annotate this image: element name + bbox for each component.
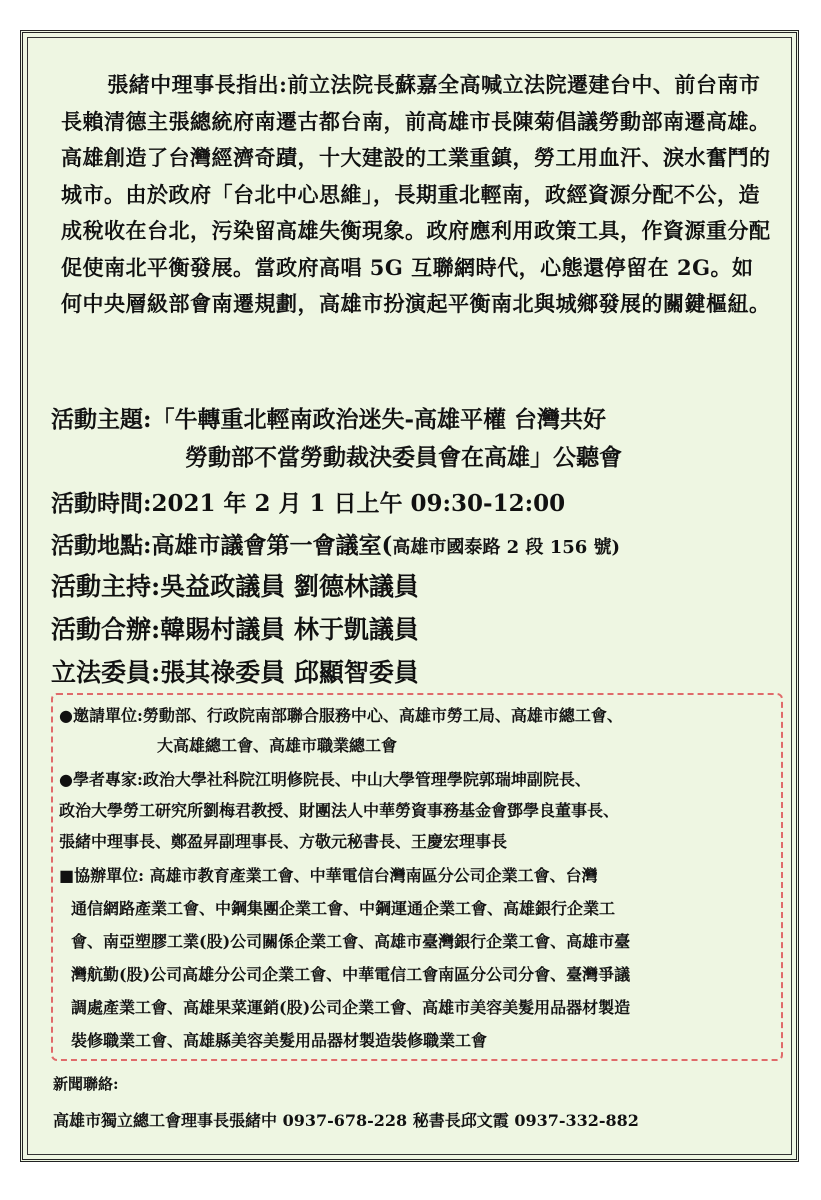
event-theme-line2: 勞動部不當勞動裁決委員會在高雄」公聽會 <box>185 444 622 471</box>
event-legislators: 立法委員:張其祿委員 邱顯智委員 <box>51 658 419 687</box>
details-box <box>51 693 783 1061</box>
co-organizers-line2: 通信網路產業工會、中鋼集團企業工會、中鋼運通企業工會、高雄銀行企業工 <box>71 899 616 918</box>
co-organizers-line4: 灣航勤(股)公司高雄分公司企業工會、中華電信工會南區分公司分會、臺灣爭議 <box>71 965 631 984</box>
event-place <box>51 527 620 560</box>
event-co-host: 活動合辦:韓賜村議員 林于凱議員 <box>51 615 419 644</box>
co-organizers-line6: 裝修職業工會、高雄縣美容美髮用品器材製造裝修職業工會 <box>71 1031 488 1050</box>
event-theme-line1: 活動主題:「牛轉重北輕南政治迷失-高雄平權 台灣共好 <box>51 406 607 433</box>
press-contact-line: 高雄市獨立總工會理事長張緒中 0937-678-228 秘書長邱文霞 0937-332-882 <box>53 1111 639 1130</box>
experts-line1: ●學者專家:政治大學社科院江明修院長、中山大學管理學院郭瑞坤副院長、 <box>59 770 591 789</box>
event-place-label: 活動地點:高雄市議會第一會議室( <box>51 532 393 559</box>
document-page <box>20 30 799 1162</box>
co-organizers-line5: 調處產業工會、高雄果菜運銷(股)公司企業工會、高雄市美容美髮用品器材製造 <box>71 998 631 1017</box>
invited-units-line2: 大高雄總工會、高雄市職業總工會 <box>157 736 398 755</box>
event-time: 活動時間:2021 年 2 月 1 日上午 09:30-12:00 <box>51 490 566 517</box>
event-place-address: 高雄市國泰路 2 段 156 號) <box>392 537 621 558</box>
co-organizers-line3: 會、南亞塑膠工業(股)公司關係企業工會、高雄市臺灣銀行企業工會、高雄市臺 <box>71 932 631 951</box>
invited-units-line1: ●邀請單位:勞動部、行政院南部聯合服務中心、高雄市勞工局、高雄市總工會、 <box>59 706 623 725</box>
intro-paragraph: 張緒中理事長指出:前立法院長蘇嘉全高喊立法院遷建台中、前台南市長賴清德主張總統府南遷古都台南，前高雄市長陳菊倡議勞動部南遷高雄。高雄創造了台灣經濟奇蹟，十大建設的工業重鎮，勞工用血汗、淚水奮鬥的城市。由於政府「台北中心思維」，長期重北輕南，政經資源分配不公，造成稅收在台北，污染留高雄失衡現象。政府應利用政策工具，作資源重分配 促使南北平衡發展。當政府高唱 5G 互聯網時代，心態還停留在 2G。如何中央層級部會南遷規劃，高雄市扮演起平衡南北與城鄉發展的關鍵樞紐。 <box>61 72 771 316</box>
experts-line3: 張緒中理事長、鄭盈昇副理事長、方敬元秘書長、王慶宏理事長 <box>59 832 508 851</box>
press-contact-label: 新聞聯絡: <box>53 1075 119 1093</box>
event-host: 活動主持:吳益政議員 劉德林議員 <box>51 572 419 601</box>
co-organizers-line1: ■協辦單位: 高雄市教育產業工會、中華電信台灣南區分公司企業工會、台灣 <box>59 866 598 885</box>
experts-line2: 政治大學勞工研究所劉梅君教授、財團法人中華勞資事務基金會鄧學良董事長、 <box>59 801 620 820</box>
